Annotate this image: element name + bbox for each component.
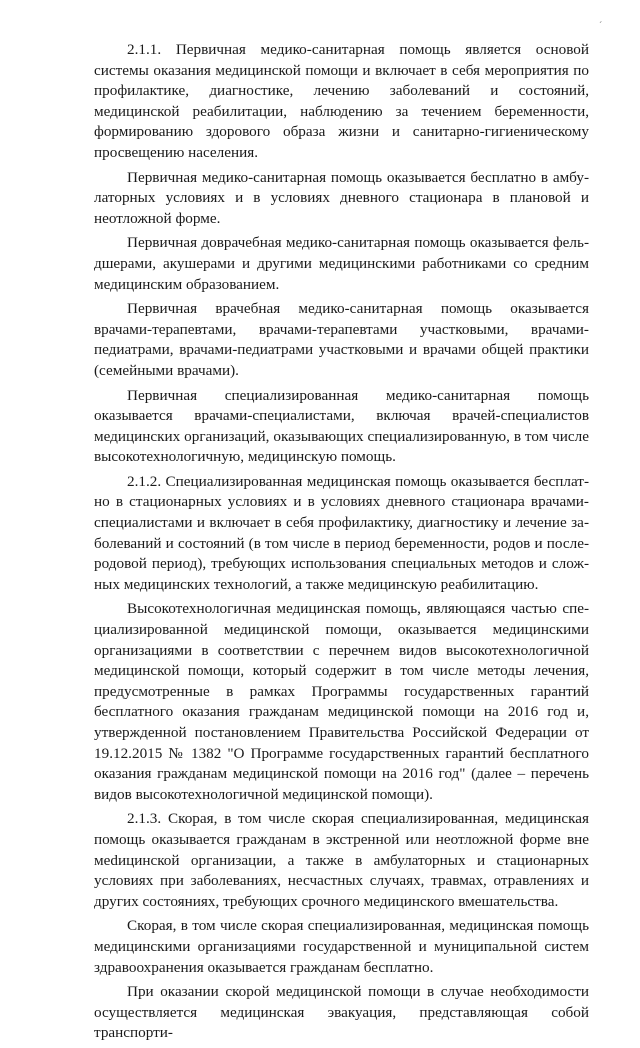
- paragraph-medical-evacuation: При оказании скорой медицинской помощи в случае необходимости осуществляется медицинская эвакуация, представляющая собой транспорти-: [94, 983, 589, 1042]
- paragraph-2-1-3: 2.1.3. Скорая, в том числе скорая специализированная, медицинская помощь оказывается гражданам в экстренной или неотложной форме вне меdицинской организации, а также в амбулаторных и стационарных условиях при заболеваниях, несчастных случаях, травмах, отравлениях и других состояниях, требующих срочного медицинского вмешательства.: [94, 810, 589, 910]
- paragraph-2-1-2: 2.1.2. Специализированная медицинская помощь оказывается бесплатно в стационарных условиях и в условиях дневного стационара врачами-специалистами и включает в себя профилактику, диагностику и лечение заболеваний и состояний (в том числе в период беременности, родов и послеродовой период), требующих использования специальных методов и сложных медицинских технологий, а также медицинскую реабилитацию.: [94, 472, 589, 593]
- scan-speck: ˏ: [598, 14, 603, 24]
- paragraph-pre-medical-care: Первичная доврачебная медико-санитарная помощь оказывается фельдшерами, акушерами и другими медицинскими работниками со средним медицинским образованием.: [94, 234, 589, 293]
- paragraph-physician-care: Первичная врачебная медико-санитарная помощь оказывается врачами-терапевтами, врачами-терапевтами участковыми, врачами-педиатрами, врачами-педиатрами участковыми и врачами общей практики (семейными врачами).: [94, 300, 589, 379]
- paragraph-specialized-primary-care: Первичная специализированная медико-санитарная помощь оказывается врачами-специалистами, включая врачей-специалистов медицинских организаций, оказывающих специализированную, в том числе высокотехнологичную, медицинскую помощь.: [94, 386, 589, 466]
- paragraph-high-tech-care: Высокотехнологичная медицинская помощь, являющаяся частью специализированной медицинской помощи, оказывается медицинскими организациями в соответствии с перечнем видов высокотехнологичной медицинской помощи, который содержит в том числе методы лечения, предусмотренные в рамках Программы государственных гарантий бесплатного оказания гражданам медицинской помощи на 2016 год и, утвержденной постановлением Правительства Российской Федерации от 19.12.2015 № 1382 "О Программе государственных гарантий бесплатного оказания гражданам медицинской помощи на 2016 год" (далее – перечень видов высокотехнологичной медицинской помощи).: [94, 600, 589, 803]
- paragraph-primary-care-free: Первичная медико-санитарная помощь оказывается бесплатно в амбулаторных условиях и в условиях дневного стационара в плановой и неотложной форме.: [94, 168, 589, 227]
- paragraph-emergency-care-free: Скорая, в том числе скорая специализированная, медицинская помощь медицинскими организациями государственной и муниципальной систем здравоохранения оказывается гражданам бесплатно.: [94, 917, 589, 976]
- document-body: [94, 40, 589, 1048]
- paragraph-2-1-1: 2.1.1. Первичная медико-санитарная помощь является основой системы оказания медицинской помощи и включает в себя мероприятия по профилактике, диагностике, лечению заболеваний и состояний, медицинской реабилитации, наблюдению за течением беременности, формированию здорового образа жизни и санитарно-гигиеническому просвещению населения.: [94, 41, 589, 161]
